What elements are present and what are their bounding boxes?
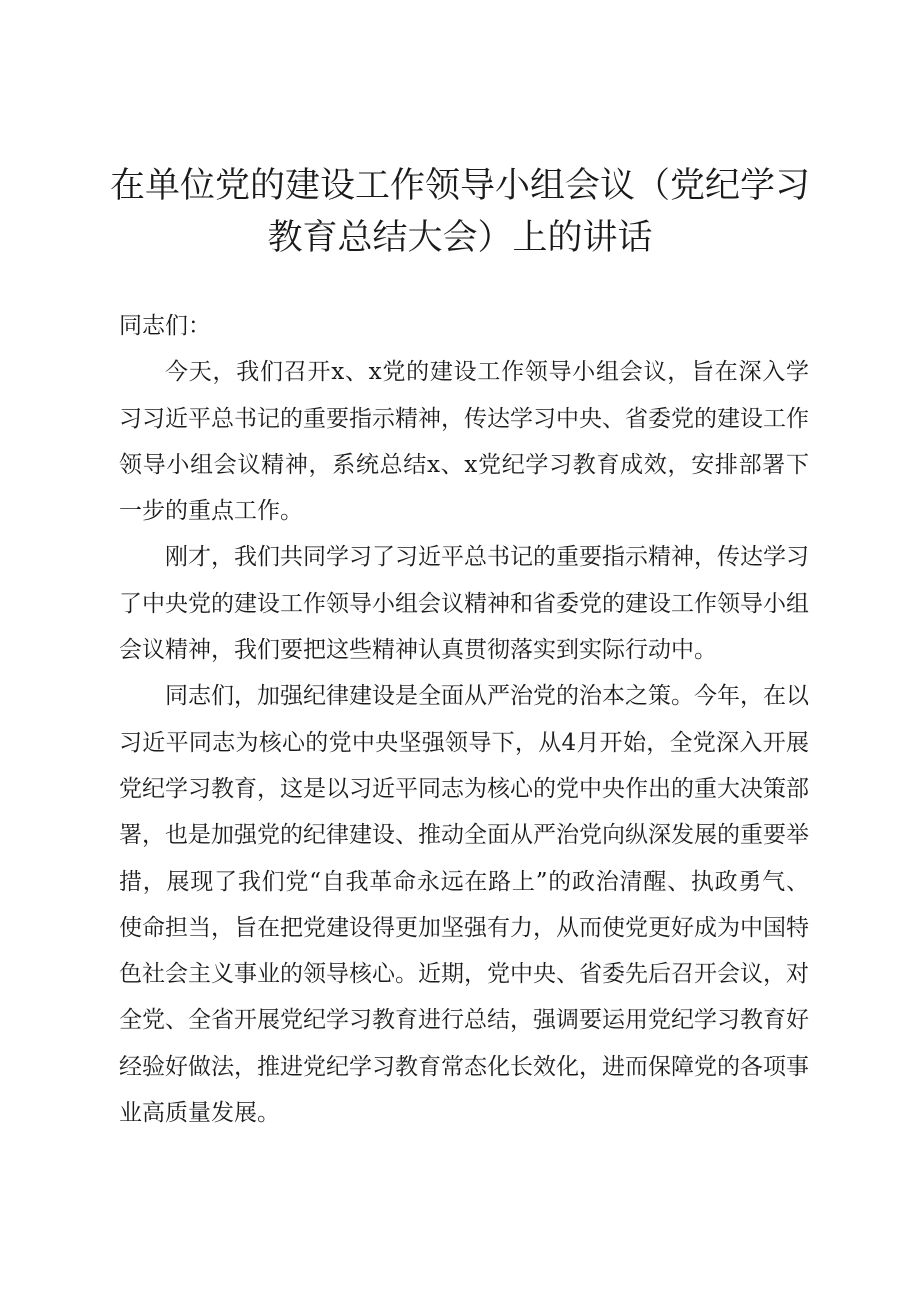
paragraph-3: 同志们，加强纪律建设是全面从严治党的治本之策。今年，在以习近平同志为核心的党中央坚强领导下，从4月开始，全党深入开展党纪学习教育，这是以习近平同志为核心的党中央作出的重大决策部署，也是加强党的纪律建设、推动全面从严治党向纵深发展的重要举措，展现了我们党“自我革命永远在路上”的政治清醒、执政勇气、使命担当，旨在把党建设得更加坚强有力，从而使党更好成为中国特色社会主义事业的领导核心。近期，党中央、省委先后召开会议，对全党、全省开展党纪学习教育进行总结，强调要运用党纪学习教育好经验好做法，推进党纪学习教育常态化长效化，进而保障党的各项事业高质量发展。 bbox=[119, 683, 809, 1127]
document-body bbox=[119, 303, 809, 1136]
title-line-1: 在单位党的建设工作领导小组会议（党纪学习 bbox=[109, 166, 810, 206]
paragraph-2: 刚才，我们共同学习了习近平总书记的重要指示精神，传达学习了中央党的建设工作领导小组会议精神和省委党的建设工作领导小组会议精神，我们要把这些精神认真贯彻落实到实际行动中。 bbox=[119, 544, 809, 664]
salutation: 同志们： bbox=[119, 313, 211, 339]
document-title bbox=[100, 160, 820, 264]
title-line-2: 教育总结大会）上的讲话 bbox=[267, 218, 653, 258]
paragraph-1: 今天，我们召开x、x党的建设工作领导小组会议，旨在深入学习习近平总书记的重要指示精神，传达学习中央、省委党的建设工作领导小组会议精神，系统总结x、x党纪学习教育成效，安排部署下一步的重点工作。 bbox=[119, 359, 809, 525]
